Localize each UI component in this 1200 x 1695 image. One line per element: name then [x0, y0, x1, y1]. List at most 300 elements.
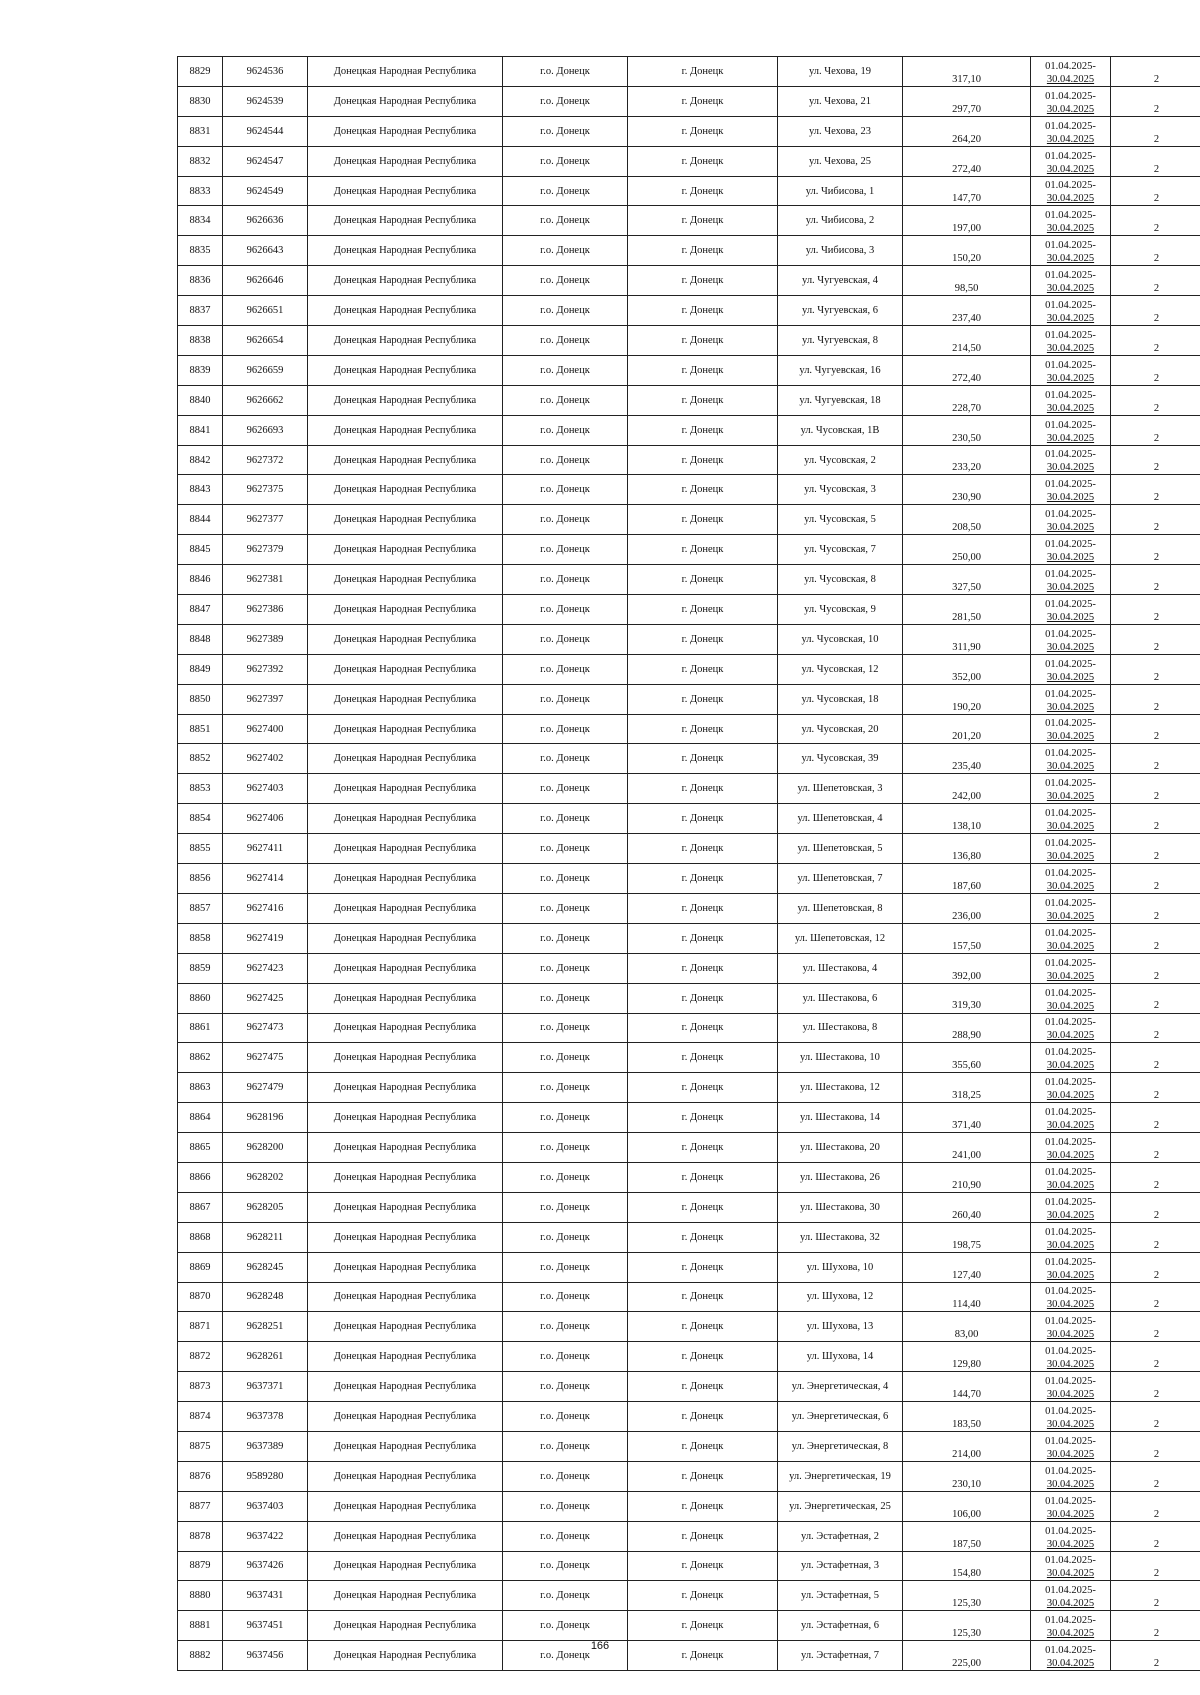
period-start: 01.04.2025- — [1045, 1495, 1096, 1507]
cadastral-id: 9627377 — [223, 505, 308, 535]
period — [1031, 415, 1111, 445]
period-end: 30.04.2025 — [1046, 1060, 1095, 1072]
region: Донецкая Народная Республика — [308, 1103, 503, 1133]
period-start: 01.04.2025- — [1045, 150, 1096, 162]
region: Донецкая Народная Республика — [308, 1402, 503, 1432]
row-number: 8877 — [178, 1491, 223, 1521]
count: 2 — [1111, 415, 1200, 445]
region: Донецкая Народная Республика — [308, 744, 503, 774]
period-start: 01.04.2025- — [1045, 1346, 1096, 1358]
count: 2 — [1111, 57, 1200, 87]
period-end: 30.04.2025 — [1046, 611, 1095, 623]
table-body — [178, 57, 1200, 1671]
period-end: 30.04.2025 — [1046, 492, 1095, 504]
municipal-district: г.о. Донецк — [503, 1162, 628, 1192]
period-start: 01.04.2025- — [1045, 808, 1096, 820]
region: Донецкая Народная Республика — [308, 505, 503, 535]
cadastral-id: 9628202 — [223, 1162, 308, 1192]
street-address: ул. Эстафетная, 3 — [778, 1551, 903, 1581]
area-value: 327,50 — [903, 565, 1031, 595]
period — [1031, 505, 1111, 535]
region: Донецкая Народная Республика — [308, 923, 503, 953]
period-end: 30.04.2025 — [1046, 283, 1095, 295]
period-start: 01.04.2025- — [1045, 1136, 1096, 1148]
street-address: ул. Шепетовская, 5 — [778, 834, 903, 864]
municipal-district: г.о. Донецк — [503, 983, 628, 1013]
street-address: ул. Энергетическая, 19 — [778, 1461, 903, 1491]
count: 2 — [1111, 1581, 1200, 1611]
period-end: 30.04.2025 — [1046, 1389, 1095, 1401]
count: 2 — [1111, 475, 1200, 505]
period-end: 30.04.2025 — [1046, 1478, 1095, 1490]
city: г. Донецк — [628, 1611, 778, 1641]
area-value: 125,30 — [903, 1611, 1031, 1641]
count: 2 — [1111, 206, 1200, 236]
period-end: 30.04.2025 — [1046, 880, 1095, 892]
cadastral-id: 9628211 — [223, 1222, 308, 1252]
city: г. Донецк — [628, 1222, 778, 1252]
period-start: 01.04.2025- — [1045, 1376, 1096, 1388]
region: Донецкая Народная Республика — [308, 864, 503, 894]
period-end: 30.04.2025 — [1046, 1209, 1095, 1221]
period — [1031, 1192, 1111, 1222]
city: г. Донецк — [628, 1162, 778, 1192]
period-end: 30.04.2025 — [1046, 1448, 1095, 1460]
period — [1031, 1043, 1111, 1073]
table-row — [178, 1013, 1200, 1043]
cadastral-id: 9628196 — [223, 1103, 308, 1133]
cadastral-id: 9637451 — [223, 1611, 308, 1641]
city: г. Донецк — [628, 535, 778, 565]
table-row — [178, 326, 1200, 356]
area-value: 190,20 — [903, 684, 1031, 714]
city: г. Донецк — [628, 1073, 778, 1103]
table-row — [178, 1461, 1200, 1491]
city: г. Донецк — [628, 774, 778, 804]
row-number: 8839 — [178, 355, 223, 385]
region: Донецкая Народная Республика — [308, 1252, 503, 1282]
period — [1031, 355, 1111, 385]
area-value: 150,20 — [903, 236, 1031, 266]
street-address: ул. Шепетовская, 3 — [778, 774, 903, 804]
cadastral-id: 9627372 — [223, 445, 308, 475]
region: Донецкая Народная Республика — [308, 1611, 503, 1641]
period-end: 30.04.2025 — [1046, 1359, 1095, 1371]
area-value: 197,00 — [903, 206, 1031, 236]
period — [1031, 146, 1111, 176]
street-address: ул. Энергетическая, 8 — [778, 1431, 903, 1461]
period-start: 01.04.2025- — [1045, 838, 1096, 850]
table-row — [178, 714, 1200, 744]
period-start: 01.04.2025- — [1045, 359, 1096, 371]
row-number: 8832 — [178, 146, 223, 176]
municipal-district: г.о. Донецк — [503, 385, 628, 415]
count: 2 — [1111, 1611, 1200, 1641]
municipal-district: г.о. Донецк — [503, 834, 628, 864]
area-value: 297,70 — [903, 86, 1031, 116]
row-number: 8840 — [178, 385, 223, 415]
cadastral-id: 9627416 — [223, 893, 308, 923]
region: Донецкая Народная Республика — [308, 624, 503, 654]
region: Донецкая Народная Республика — [308, 654, 503, 684]
period — [1031, 116, 1111, 146]
count: 2 — [1111, 326, 1200, 356]
street-address: ул. Чехова, 19 — [778, 57, 903, 87]
count: 2 — [1111, 624, 1200, 654]
table-row — [178, 176, 1200, 206]
period-start: 01.04.2025- — [1045, 1435, 1096, 1447]
period-start: 01.04.2025- — [1045, 1286, 1096, 1298]
count: 2 — [1111, 355, 1200, 385]
period-start: 01.04.2025- — [1045, 987, 1096, 999]
cadastral-id: 9624539 — [223, 86, 308, 116]
cadastral-id: 9626643 — [223, 236, 308, 266]
cadastral-id: 9628200 — [223, 1133, 308, 1163]
table-row — [178, 206, 1200, 236]
street-address: ул. Чугуевская, 18 — [778, 385, 903, 415]
region: Донецкая Народная Республика — [308, 236, 503, 266]
municipal-district: г.о. Донецк — [503, 624, 628, 654]
area-value: 201,20 — [903, 714, 1031, 744]
area-value: 236,00 — [903, 893, 1031, 923]
row-number: 8846 — [178, 565, 223, 595]
street-address: ул. Шепетовская, 7 — [778, 864, 903, 894]
street-address: ул. Шестакова, 26 — [778, 1162, 903, 1192]
period-start: 01.04.2025- — [1045, 897, 1096, 909]
city: г. Донецк — [628, 1431, 778, 1461]
count: 2 — [1111, 86, 1200, 116]
city: г. Донецк — [628, 475, 778, 505]
municipal-district: г.о. Донецк — [503, 57, 628, 87]
count: 2 — [1111, 1372, 1200, 1402]
period-end: 30.04.2025 — [1046, 1538, 1095, 1550]
period — [1031, 1103, 1111, 1133]
region: Донецкая Народная Республика — [308, 1162, 503, 1192]
city: г. Донецк — [628, 1521, 778, 1551]
municipal-district: г.о. Донецк — [503, 146, 628, 176]
street-address: ул. Шестакова, 6 — [778, 983, 903, 1013]
street-address: ул. Чехова, 21 — [778, 86, 903, 116]
area-value: 235,40 — [903, 744, 1031, 774]
region: Донецкая Народная Республика — [308, 415, 503, 445]
period — [1031, 1581, 1111, 1611]
count: 2 — [1111, 714, 1200, 744]
period-end: 30.04.2025 — [1046, 1299, 1095, 1311]
row-number: 8873 — [178, 1372, 223, 1402]
count: 2 — [1111, 266, 1200, 296]
city: г. Донецк — [628, 116, 778, 146]
table-row — [178, 923, 1200, 953]
period-start: 01.04.2025- — [1045, 419, 1096, 431]
area-value: 225,00 — [903, 1641, 1031, 1671]
period — [1031, 893, 1111, 923]
municipal-district: г.о. Донецк — [503, 774, 628, 804]
row-number: 8865 — [178, 1133, 223, 1163]
count: 2 — [1111, 1491, 1200, 1521]
cadastral-id: 9626693 — [223, 415, 308, 445]
period-start: 01.04.2025- — [1045, 120, 1096, 132]
row-number: 8842 — [178, 445, 223, 475]
period — [1031, 684, 1111, 714]
row-number: 8881 — [178, 1611, 223, 1641]
period-end: 30.04.2025 — [1046, 1568, 1095, 1580]
city: г. Донецк — [628, 1043, 778, 1073]
region: Донецкая Народная Республика — [308, 57, 503, 87]
region: Донецкая Народная Республика — [308, 834, 503, 864]
period — [1031, 654, 1111, 684]
row-number: 8860 — [178, 983, 223, 1013]
cadastral-id: 9628251 — [223, 1312, 308, 1342]
municipal-district: г.о. Донецк — [503, 1312, 628, 1342]
street-address: ул. Шухова, 10 — [778, 1252, 903, 1282]
row-number: 8837 — [178, 296, 223, 326]
city: г. Донецк — [628, 1133, 778, 1163]
period-start: 01.04.2025- — [1045, 688, 1096, 700]
period-end: 30.04.2025 — [1046, 910, 1095, 922]
area-value: 237,40 — [903, 296, 1031, 326]
region: Донецкая Народная Республика — [308, 206, 503, 236]
city: г. Донецк — [628, 236, 778, 266]
period — [1031, 624, 1111, 654]
row-number: 8882 — [178, 1641, 223, 1671]
row-number: 8866 — [178, 1162, 223, 1192]
period — [1031, 1372, 1111, 1402]
table-row — [178, 355, 1200, 385]
row-number: 8853 — [178, 774, 223, 804]
city: г. Донецк — [628, 1551, 778, 1581]
city: г. Донецк — [628, 1372, 778, 1402]
city: г. Донецк — [628, 1641, 778, 1671]
table-row — [178, 983, 1200, 1013]
period — [1031, 864, 1111, 894]
period-start: 01.04.2025- — [1045, 479, 1096, 491]
municipal-district: г.о. Донецк — [503, 1342, 628, 1372]
area-value: 210,90 — [903, 1162, 1031, 1192]
city: г. Донецк — [628, 1461, 778, 1491]
period-end: 30.04.2025 — [1046, 1120, 1095, 1132]
region: Донецкая Народная Республика — [308, 953, 503, 983]
cadastral-id: 9637389 — [223, 1431, 308, 1461]
period-end: 30.04.2025 — [1046, 1658, 1095, 1670]
cadastral-id: 9627381 — [223, 565, 308, 595]
region: Донецкая Народная Республика — [308, 1461, 503, 1491]
municipal-district: г.о. Донецк — [503, 1491, 628, 1521]
city: г. Донецк — [628, 624, 778, 654]
period-end: 30.04.2025 — [1046, 641, 1095, 653]
street-address: ул. Чусовская, 9 — [778, 595, 903, 625]
area-value: 233,20 — [903, 445, 1031, 475]
table-row — [178, 1312, 1200, 1342]
row-number: 8845 — [178, 535, 223, 565]
city: г. Донецк — [628, 355, 778, 385]
period — [1031, 176, 1111, 206]
period-start: 01.04.2025- — [1045, 598, 1096, 610]
region: Донецкая Народная Республика — [308, 1342, 503, 1372]
cadastral-id: 9627425 — [223, 983, 308, 1013]
area-value: 311,90 — [903, 624, 1031, 654]
count: 2 — [1111, 1461, 1200, 1491]
count: 2 — [1111, 116, 1200, 146]
table-row — [178, 1222, 1200, 1252]
area-value: 318,25 — [903, 1073, 1031, 1103]
period-start: 01.04.2025- — [1045, 1166, 1096, 1178]
area-value: 241,00 — [903, 1133, 1031, 1163]
street-address: ул. Чугуевская, 8 — [778, 326, 903, 356]
street-address: ул. Чусовская, 1В — [778, 415, 903, 445]
area-value: 136,80 — [903, 834, 1031, 864]
municipal-district: г.о. Донецк — [503, 1431, 628, 1461]
address-table — [177, 56, 1200, 1671]
period-start: 01.04.2025- — [1045, 778, 1096, 790]
city: г. Донецк — [628, 893, 778, 923]
area-value: 230,10 — [903, 1461, 1031, 1491]
region: Донецкая Народная Республика — [308, 1043, 503, 1073]
street-address: ул. Чусовская, 10 — [778, 624, 903, 654]
period-end: 30.04.2025 — [1046, 731, 1095, 743]
municipal-district: г.о. Донецк — [503, 1372, 628, 1402]
period — [1031, 266, 1111, 296]
region: Донецкая Народная Республика — [308, 176, 503, 206]
municipal-district: г.о. Донецк — [503, 475, 628, 505]
cadastral-id: 9624544 — [223, 116, 308, 146]
municipal-district: г.о. Донецк — [503, 864, 628, 894]
table-row — [178, 86, 1200, 116]
city: г. Донецк — [628, 176, 778, 206]
table-row — [178, 505, 1200, 535]
region: Донецкая Народная Республика — [308, 1013, 503, 1043]
municipal-district: г.о. Донецк — [503, 296, 628, 326]
period — [1031, 953, 1111, 983]
city: г. Донецк — [628, 415, 778, 445]
row-number: 8872 — [178, 1342, 223, 1372]
cadastral-id: 9627397 — [223, 684, 308, 714]
count: 2 — [1111, 1222, 1200, 1252]
city: г. Донецк — [628, 565, 778, 595]
table-row — [178, 1521, 1200, 1551]
row-number: 8848 — [178, 624, 223, 654]
municipal-district: г.о. Донецк — [503, 923, 628, 953]
period — [1031, 1402, 1111, 1432]
area-value: 272,40 — [903, 355, 1031, 385]
period — [1031, 1521, 1111, 1551]
cadastral-id: 9637422 — [223, 1521, 308, 1551]
period-end: 30.04.2025 — [1046, 1598, 1095, 1610]
region: Донецкая Народная Республика — [308, 1133, 503, 1163]
row-number: 8829 — [178, 57, 223, 87]
region: Донецкая Народная Республика — [308, 1372, 503, 1402]
street-address: ул. Шепетовская, 12 — [778, 923, 903, 953]
count: 2 — [1111, 923, 1200, 953]
period-end: 30.04.2025 — [1046, 552, 1095, 564]
area-value: 187,50 — [903, 1521, 1031, 1551]
area-value: 208,50 — [903, 505, 1031, 535]
region: Донецкая Народная Республика — [308, 684, 503, 714]
table-row — [178, 744, 1200, 774]
street-address: ул. Чугуевская, 6 — [778, 296, 903, 326]
region: Донецкая Народная Республика — [308, 116, 503, 146]
area-value: 214,50 — [903, 326, 1031, 356]
street-address: ул. Чусовская, 2 — [778, 445, 903, 475]
row-number: 8862 — [178, 1043, 223, 1073]
table-row — [178, 1431, 1200, 1461]
table-row — [178, 565, 1200, 595]
count: 2 — [1111, 236, 1200, 266]
period — [1031, 236, 1111, 266]
table-row — [178, 1073, 1200, 1103]
cadastral-id: 9627414 — [223, 864, 308, 894]
row-number: 8851 — [178, 714, 223, 744]
period-start: 01.04.2025- — [1045, 449, 1096, 461]
city: г. Донецк — [628, 953, 778, 983]
table-row — [178, 445, 1200, 475]
region: Донецкая Народная Республика — [308, 146, 503, 176]
area-value: 288,90 — [903, 1013, 1031, 1043]
row-number: 8857 — [178, 893, 223, 923]
cadastral-id: 9626659 — [223, 355, 308, 385]
period-end: 30.04.2025 — [1046, 193, 1095, 205]
period-end: 30.04.2025 — [1046, 671, 1095, 683]
city: г. Донецк — [628, 1252, 778, 1282]
table-row — [178, 385, 1200, 415]
period-end: 30.04.2025 — [1046, 851, 1095, 863]
count: 2 — [1111, 953, 1200, 983]
count: 2 — [1111, 176, 1200, 206]
row-number: 8858 — [178, 923, 223, 953]
period-start: 01.04.2025- — [1045, 569, 1096, 581]
count: 2 — [1111, 834, 1200, 864]
period-start: 01.04.2025- — [1045, 509, 1096, 521]
region: Донецкая Народная Республика — [308, 1312, 503, 1342]
period-end: 30.04.2025 — [1046, 372, 1095, 384]
city: г. Донецк — [628, 146, 778, 176]
region: Донецкая Народная Республика — [308, 1491, 503, 1521]
cadastral-id: 9627386 — [223, 595, 308, 625]
period-end: 30.04.2025 — [1046, 522, 1095, 534]
area-value: 147,70 — [903, 176, 1031, 206]
count: 2 — [1111, 1103, 1200, 1133]
street-address: ул. Шестакова, 20 — [778, 1133, 903, 1163]
municipal-district: г.о. Донецк — [503, 1581, 628, 1611]
row-number: 8854 — [178, 804, 223, 834]
row-number: 8859 — [178, 953, 223, 983]
count: 2 — [1111, 1641, 1200, 1671]
period-start: 01.04.2025- — [1045, 1047, 1096, 1059]
row-number: 8844 — [178, 505, 223, 535]
street-address: ул. Шухова, 12 — [778, 1282, 903, 1312]
period-start: 01.04.2025- — [1045, 1555, 1096, 1567]
municipal-district: г.о. Донецк — [503, 1073, 628, 1103]
count: 2 — [1111, 385, 1200, 415]
period-start: 01.04.2025- — [1045, 240, 1096, 252]
city: г. Донецк — [628, 1013, 778, 1043]
area-value: 154,80 — [903, 1551, 1031, 1581]
row-number: 8856 — [178, 864, 223, 894]
city: г. Донецк — [628, 864, 778, 894]
count: 2 — [1111, 1252, 1200, 1282]
cadastral-id: 9589280 — [223, 1461, 308, 1491]
period-start: 01.04.2025- — [1045, 210, 1096, 222]
period-end: 30.04.2025 — [1046, 1090, 1095, 1102]
area-value: 183,50 — [903, 1402, 1031, 1432]
table-row — [178, 893, 1200, 923]
city: г. Донецк — [628, 1312, 778, 1342]
area-value: 319,30 — [903, 983, 1031, 1013]
period-start: 01.04.2025- — [1045, 1226, 1096, 1238]
city: г. Донецк — [628, 206, 778, 236]
period-end: 30.04.2025 — [1046, 1149, 1095, 1161]
area-value: 242,00 — [903, 774, 1031, 804]
municipal-district: г.о. Донецк — [503, 565, 628, 595]
